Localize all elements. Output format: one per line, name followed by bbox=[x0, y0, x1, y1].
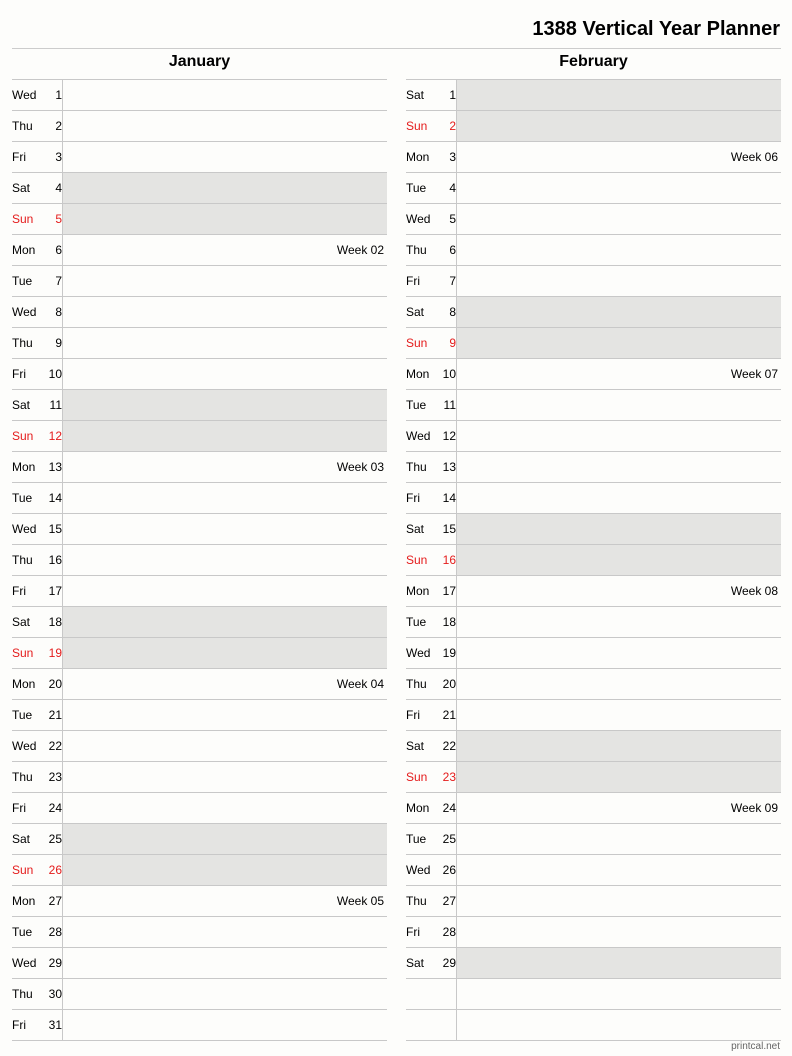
day-row bbox=[406, 607, 781, 638]
day-notes-cell bbox=[457, 669, 781, 699]
day-notes-cell bbox=[457, 855, 781, 885]
day-notes-cell bbox=[63, 483, 387, 513]
day-of-week: Thu bbox=[12, 336, 33, 350]
day-row bbox=[12, 359, 387, 390]
day-number: 6 bbox=[55, 243, 62, 257]
day-number: 24 bbox=[48, 801, 62, 815]
day-number: 30 bbox=[48, 987, 62, 1001]
day-notes-cell bbox=[63, 607, 387, 637]
day-number: 15 bbox=[442, 522, 456, 536]
day-of-week: Fri bbox=[12, 150, 26, 164]
day-list bbox=[406, 79, 781, 1041]
day-number: 10 bbox=[48, 367, 62, 381]
day-number: 5 bbox=[55, 212, 62, 226]
day-notes-cell bbox=[457, 731, 781, 761]
day-row bbox=[12, 452, 387, 483]
day-notes-cell bbox=[457, 824, 781, 854]
day-number: 1 bbox=[55, 88, 62, 102]
day-row bbox=[406, 111, 781, 142]
day-notes-cell bbox=[457, 514, 781, 544]
day-of-week: Sat bbox=[12, 615, 31, 629]
day-notes-cell bbox=[63, 545, 387, 575]
week-number-label: Week 04 bbox=[336, 677, 384, 691]
day-number: 6 bbox=[449, 243, 456, 257]
day-row bbox=[406, 731, 781, 762]
day-number: 11 bbox=[49, 398, 62, 412]
day-row bbox=[406, 700, 781, 731]
day-of-week: Wed bbox=[12, 739, 37, 753]
day-notes-cell bbox=[457, 173, 781, 203]
day-row bbox=[12, 483, 387, 514]
month-column-january bbox=[12, 52, 387, 1041]
day-of-week: Sun bbox=[406, 770, 428, 784]
day-notes-cell bbox=[63, 111, 387, 141]
day-number: 25 bbox=[48, 832, 62, 846]
day-notes-cell bbox=[63, 173, 387, 203]
month-title: January bbox=[168, 53, 231, 70]
day-notes-cell bbox=[457, 328, 781, 358]
day-row bbox=[12, 979, 387, 1010]
day-of-week: Mon bbox=[406, 584, 430, 598]
day-of-week: Wed bbox=[12, 305, 37, 319]
day-of-week: Tue bbox=[406, 181, 427, 195]
day-of-week: Wed bbox=[406, 212, 431, 226]
day-number: 9 bbox=[449, 336, 456, 350]
day-notes-cell bbox=[457, 204, 781, 234]
day-of-week: Wed bbox=[12, 88, 37, 102]
day-row bbox=[406, 235, 781, 266]
day-number: 13 bbox=[48, 460, 62, 474]
day-number: 20 bbox=[48, 677, 62, 691]
day-notes-cell bbox=[63, 514, 387, 544]
day-notes-cell bbox=[457, 483, 781, 513]
day-of-week: Sun bbox=[12, 212, 34, 226]
day-row bbox=[12, 173, 387, 204]
day-row bbox=[406, 297, 781, 328]
day-number: 28 bbox=[48, 925, 62, 939]
day-notes-cell bbox=[457, 80, 781, 110]
day-of-week: Fri bbox=[12, 1018, 26, 1032]
day-row bbox=[12, 328, 387, 359]
day-row bbox=[406, 979, 781, 1010]
day-of-week: Thu bbox=[406, 894, 427, 908]
day-of-week: Wed bbox=[12, 522, 37, 536]
day-notes-cell bbox=[457, 390, 781, 420]
day-notes-cell bbox=[63, 824, 387, 854]
day-row bbox=[406, 421, 781, 452]
day-of-week: Wed bbox=[406, 646, 431, 660]
day-number: 8 bbox=[55, 305, 62, 319]
day-of-week: Sat bbox=[406, 88, 425, 102]
day-number: 27 bbox=[442, 894, 456, 908]
day-notes-cell bbox=[457, 700, 781, 730]
title-divider bbox=[12, 48, 781, 49]
day-number: 26 bbox=[442, 863, 456, 877]
day-notes-cell bbox=[63, 80, 387, 110]
day-notes-cell bbox=[63, 762, 387, 792]
day-of-week: Mon bbox=[12, 460, 36, 474]
week-number-label: Week 07 bbox=[730, 367, 778, 381]
day-number: 17 bbox=[48, 584, 62, 598]
day-number: 3 bbox=[449, 150, 456, 164]
day-row bbox=[12, 700, 387, 731]
day-row bbox=[12, 142, 387, 173]
day-number: 28 bbox=[442, 925, 456, 939]
day-row bbox=[406, 1010, 781, 1041]
day-of-week: Wed bbox=[406, 863, 431, 877]
day-notes-cell bbox=[63, 266, 387, 296]
day-notes-cell bbox=[457, 421, 781, 451]
day-row bbox=[12, 204, 387, 235]
day-row bbox=[406, 793, 781, 824]
day-of-week: Sun bbox=[406, 336, 428, 350]
day-row bbox=[406, 514, 781, 545]
day-number: 17 bbox=[442, 584, 456, 598]
day-number: 29 bbox=[442, 956, 456, 970]
day-notes-cell bbox=[63, 700, 387, 730]
day-row bbox=[406, 669, 781, 700]
day-notes-cell bbox=[457, 111, 781, 141]
day-of-week: Fri bbox=[406, 708, 420, 722]
day-row bbox=[12, 793, 387, 824]
day-row bbox=[406, 80, 781, 111]
day-of-week: Thu bbox=[406, 677, 427, 691]
month-title: February bbox=[559, 53, 628, 70]
day-of-week: Fri bbox=[12, 584, 26, 598]
day-of-week: Tue bbox=[12, 925, 33, 939]
day-number: 2 bbox=[55, 119, 62, 133]
day-number: 4 bbox=[55, 181, 62, 195]
day-notes-cell bbox=[63, 576, 387, 606]
day-of-week: Fri bbox=[406, 274, 420, 288]
week-number-label: Week 06 bbox=[730, 150, 778, 164]
day-number: 7 bbox=[55, 274, 62, 288]
day-row bbox=[406, 824, 781, 855]
day-row bbox=[12, 824, 387, 855]
day-notes-cell bbox=[457, 452, 781, 482]
day-of-week: Sat bbox=[406, 305, 425, 319]
day-row bbox=[12, 886, 387, 917]
day-of-week: Wed bbox=[12, 956, 37, 970]
day-row bbox=[406, 917, 781, 948]
day-notes-cell bbox=[63, 390, 387, 420]
day-of-week: Thu bbox=[12, 119, 33, 133]
day-of-week: Tue bbox=[12, 708, 33, 722]
day-number: 27 bbox=[48, 894, 62, 908]
day-row bbox=[406, 452, 781, 483]
day-of-week: Sat bbox=[12, 398, 31, 412]
day-of-week: Sun bbox=[406, 119, 428, 133]
day-notes-cell bbox=[457, 266, 781, 296]
day-of-week: Sat bbox=[406, 739, 425, 753]
day-notes-cell bbox=[63, 1010, 387, 1040]
day-notes-cell bbox=[63, 731, 387, 761]
day-notes-cell bbox=[63, 855, 387, 885]
day-row bbox=[406, 762, 781, 793]
week-number-label: Week 09 bbox=[730, 801, 778, 815]
day-number: 14 bbox=[442, 491, 456, 505]
day-number: 21 bbox=[442, 708, 456, 722]
day-number: 22 bbox=[48, 739, 62, 753]
day-notes-cell bbox=[63, 421, 387, 451]
day-row bbox=[12, 731, 387, 762]
day-of-week: Sat bbox=[406, 956, 425, 970]
day-notes-cell bbox=[63, 979, 387, 1009]
day-of-week: Fri bbox=[406, 491, 420, 505]
day-number: 1 bbox=[449, 88, 456, 102]
day-row bbox=[12, 948, 387, 979]
day-row bbox=[406, 886, 781, 917]
day-row bbox=[12, 855, 387, 886]
day-notes-cell bbox=[457, 638, 781, 668]
day-of-week: Thu bbox=[406, 243, 427, 257]
day-of-week: Tue bbox=[406, 615, 427, 629]
day-number: 3 bbox=[55, 150, 62, 164]
month-column-february bbox=[406, 52, 781, 1041]
day-row bbox=[12, 421, 387, 452]
day-notes-cell bbox=[63, 328, 387, 358]
day-row bbox=[406, 638, 781, 669]
day-row bbox=[12, 235, 387, 266]
day-number: 14 bbox=[48, 491, 62, 505]
day-notes-cell bbox=[63, 297, 387, 327]
day-row bbox=[406, 328, 781, 359]
day-row bbox=[406, 266, 781, 297]
day-of-week: Tue bbox=[12, 491, 33, 505]
day-number: 22 bbox=[442, 739, 456, 753]
day-of-week: Tue bbox=[406, 398, 427, 412]
day-row bbox=[12, 545, 387, 576]
day-row bbox=[406, 142, 781, 173]
day-row bbox=[406, 483, 781, 514]
day-number: 21 bbox=[48, 708, 62, 722]
day-notes-cell bbox=[63, 917, 387, 947]
day-of-week: Fri bbox=[406, 925, 420, 939]
day-of-week: Sun bbox=[12, 429, 34, 443]
day-number: 2 bbox=[449, 119, 456, 133]
day-row bbox=[12, 1010, 387, 1041]
day-number: 11 bbox=[443, 398, 456, 412]
day-notes-cell bbox=[63, 204, 387, 234]
day-number: 16 bbox=[48, 553, 62, 567]
day-row bbox=[12, 607, 387, 638]
day-of-week: Sun bbox=[406, 553, 428, 567]
day-row bbox=[12, 80, 387, 111]
day-number: 24 bbox=[442, 801, 456, 815]
day-of-week: Sat bbox=[406, 522, 425, 536]
day-row bbox=[406, 204, 781, 235]
day-row bbox=[406, 173, 781, 204]
day-number: 10 bbox=[442, 367, 456, 381]
day-number: 12 bbox=[48, 429, 62, 443]
day-of-week: Mon bbox=[12, 243, 36, 257]
day-number: 19 bbox=[442, 646, 456, 660]
day-of-week: Thu bbox=[12, 553, 33, 567]
day-notes-cell bbox=[63, 142, 387, 172]
day-notes-cell bbox=[457, 297, 781, 327]
day-notes-cell bbox=[457, 917, 781, 947]
day-number: 12 bbox=[442, 429, 456, 443]
day-row bbox=[12, 669, 387, 700]
day-number: 29 bbox=[48, 956, 62, 970]
day-notes-cell bbox=[63, 793, 387, 823]
day-number: 4 bbox=[449, 181, 456, 195]
day-list bbox=[12, 79, 387, 1041]
day-of-week: Mon bbox=[12, 677, 36, 691]
day-notes-cell bbox=[63, 359, 387, 389]
day-row bbox=[406, 855, 781, 886]
week-number-label: Week 05 bbox=[336, 894, 384, 908]
day-of-week: Sat bbox=[12, 832, 31, 846]
day-row bbox=[12, 111, 387, 142]
week-number-label: Week 02 bbox=[336, 243, 384, 257]
day-number: 7 bbox=[449, 274, 456, 288]
day-of-week: Sat bbox=[12, 181, 31, 195]
day-row bbox=[12, 514, 387, 545]
day-row bbox=[12, 266, 387, 297]
day-of-week: Fri bbox=[12, 367, 26, 381]
day-of-week: Mon bbox=[406, 367, 430, 381]
day-number: 19 bbox=[48, 646, 62, 660]
day-number: 20 bbox=[442, 677, 456, 691]
footer-credit: printcal.net bbox=[731, 1041, 780, 1052]
day-number: 18 bbox=[442, 615, 456, 629]
day-number: 15 bbox=[48, 522, 62, 536]
day-number: 16 bbox=[442, 553, 456, 567]
day-of-week: Thu bbox=[406, 460, 427, 474]
day-of-week: Fri bbox=[12, 801, 26, 815]
day-row bbox=[406, 545, 781, 576]
day-row bbox=[12, 762, 387, 793]
day-notes-cell bbox=[457, 235, 781, 265]
day-row bbox=[12, 917, 387, 948]
day-row bbox=[12, 297, 387, 328]
day-of-week: Wed bbox=[406, 429, 431, 443]
day-row bbox=[406, 390, 781, 421]
day-of-week: Mon bbox=[406, 801, 430, 815]
day-number: 26 bbox=[48, 863, 62, 877]
week-number-label: Week 03 bbox=[336, 460, 384, 474]
day-number: 13 bbox=[442, 460, 456, 474]
day-of-week: Mon bbox=[12, 894, 36, 908]
day-number: 18 bbox=[48, 615, 62, 629]
day-notes-cell bbox=[457, 762, 781, 792]
day-of-week: Sun bbox=[12, 646, 34, 660]
day-of-week: Thu bbox=[12, 987, 33, 1001]
day-row bbox=[406, 576, 781, 607]
day-notes-cell bbox=[457, 607, 781, 637]
day-row bbox=[12, 390, 387, 421]
day-of-week: Tue bbox=[406, 832, 427, 846]
day-row bbox=[406, 948, 781, 979]
day-notes-cell bbox=[457, 948, 781, 978]
day-notes-cell bbox=[457, 545, 781, 575]
day-number: 8 bbox=[449, 305, 456, 319]
day-number: 23 bbox=[48, 770, 62, 784]
day-notes-cell bbox=[457, 979, 781, 1009]
day-of-week: Thu bbox=[12, 770, 33, 784]
day-notes-cell bbox=[63, 948, 387, 978]
day-notes-cell bbox=[457, 1010, 781, 1040]
day-number: 25 bbox=[442, 832, 456, 846]
day-number: 31 bbox=[48, 1018, 62, 1032]
day-row bbox=[12, 576, 387, 607]
day-of-week: Sun bbox=[12, 863, 34, 877]
day-number: 9 bbox=[55, 336, 62, 350]
day-row bbox=[12, 638, 387, 669]
day-number: 5 bbox=[449, 212, 456, 226]
day-notes-cell bbox=[63, 638, 387, 668]
day-of-week: Mon bbox=[406, 150, 430, 164]
page-title: 1388 Vertical Year Planner bbox=[532, 18, 780, 40]
week-number-label: Week 08 bbox=[730, 584, 778, 598]
day-of-week: Tue bbox=[12, 274, 33, 288]
day-number: 23 bbox=[442, 770, 456, 784]
day-row bbox=[406, 359, 781, 390]
day-notes-cell bbox=[457, 886, 781, 916]
